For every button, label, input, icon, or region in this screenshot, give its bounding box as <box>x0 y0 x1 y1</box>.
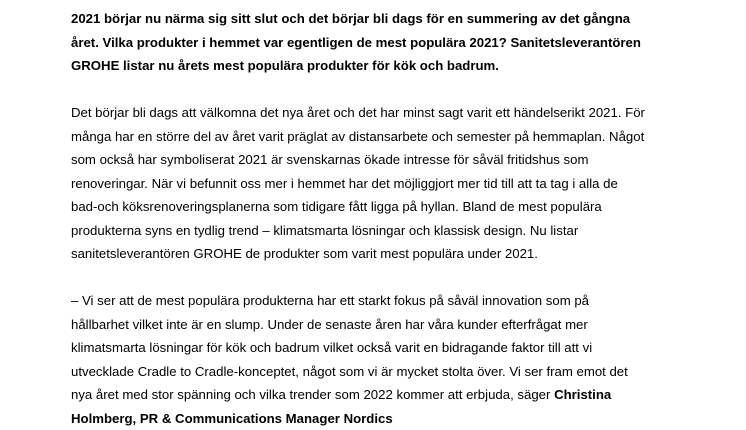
body-line: renoveringar. När vi befunnit oss mer i hemmet har det möjliggjort mer tid till att ta tag i alla de <box>71 172 683 196</box>
speaker-title-line: Holmberg, PR & Communications Manager Nordics <box>71 407 683 430</box>
quote-paragraph <box>71 289 683 430</box>
body-line: som också har symboliserat 2021 är svenskarnas ökade intresse för såväl fritidshus som <box>71 148 683 172</box>
lead-line: 2021 börjar nu närma sig sitt slut och det börjar bli dags för en summering av det gångna <box>71 7 683 31</box>
paragraph-spacer <box>71 78 683 102</box>
document-page <box>71 7 683 430</box>
body-line: sanitetsleverantören GROHE de produkter som varit mest populära under 2021. <box>71 242 683 266</box>
quote-line-text: nya året med stor spänning och vilka trender som 2022 kommer att erbjuda, säger <box>71 387 554 402</box>
body-line: många har en större del av året varit präglat av distansarbete och semester på hemmaplan. Något <box>71 125 683 149</box>
speaker-name: Christina <box>554 387 611 402</box>
body-line: produkterna syns en tydlig trend – klimatsmarta lösningar och klassisk design. Nu listar <box>71 219 683 243</box>
lead-line: året. Vilka produkter i hemmet var egentligen de mest populära 2021? Sanitetsleverantören <box>71 31 683 55</box>
quote-line: hållbarhet vilket inte är en slump. Under de senaste åren har våra kunder efterfrågat mer <box>71 313 683 337</box>
body-line: Det börjar bli dags att välkomna det nya året och det har minst sagt varit ett händelserikt 2021. För <box>71 101 683 125</box>
quote-line: – Vi ser att de mest populära produkterna har ett starkt fokus på såväl innovation som på <box>71 289 683 313</box>
lead-line: GROHE listar nu årets mest populära produkter för kök och badrum. <box>71 54 683 78</box>
quote-line <box>71 383 683 407</box>
lead-paragraph <box>71 7 683 78</box>
body-line: bad-och köksrenoveringsplanerna som tidigare fått ligga på hyllan. Bland de mest populära <box>71 195 683 219</box>
body-paragraph <box>71 101 683 266</box>
paragraph-spacer <box>71 266 683 290</box>
quote-line: klimatsmarta lösningar för kök och badrum vilket också varit en bidragande faktor till att vi <box>71 336 683 360</box>
quote-line: utvecklade Cradle to Cradle-konceptet, något som vi är mycket stolta över. Vi ser fram emot det <box>71 360 683 384</box>
